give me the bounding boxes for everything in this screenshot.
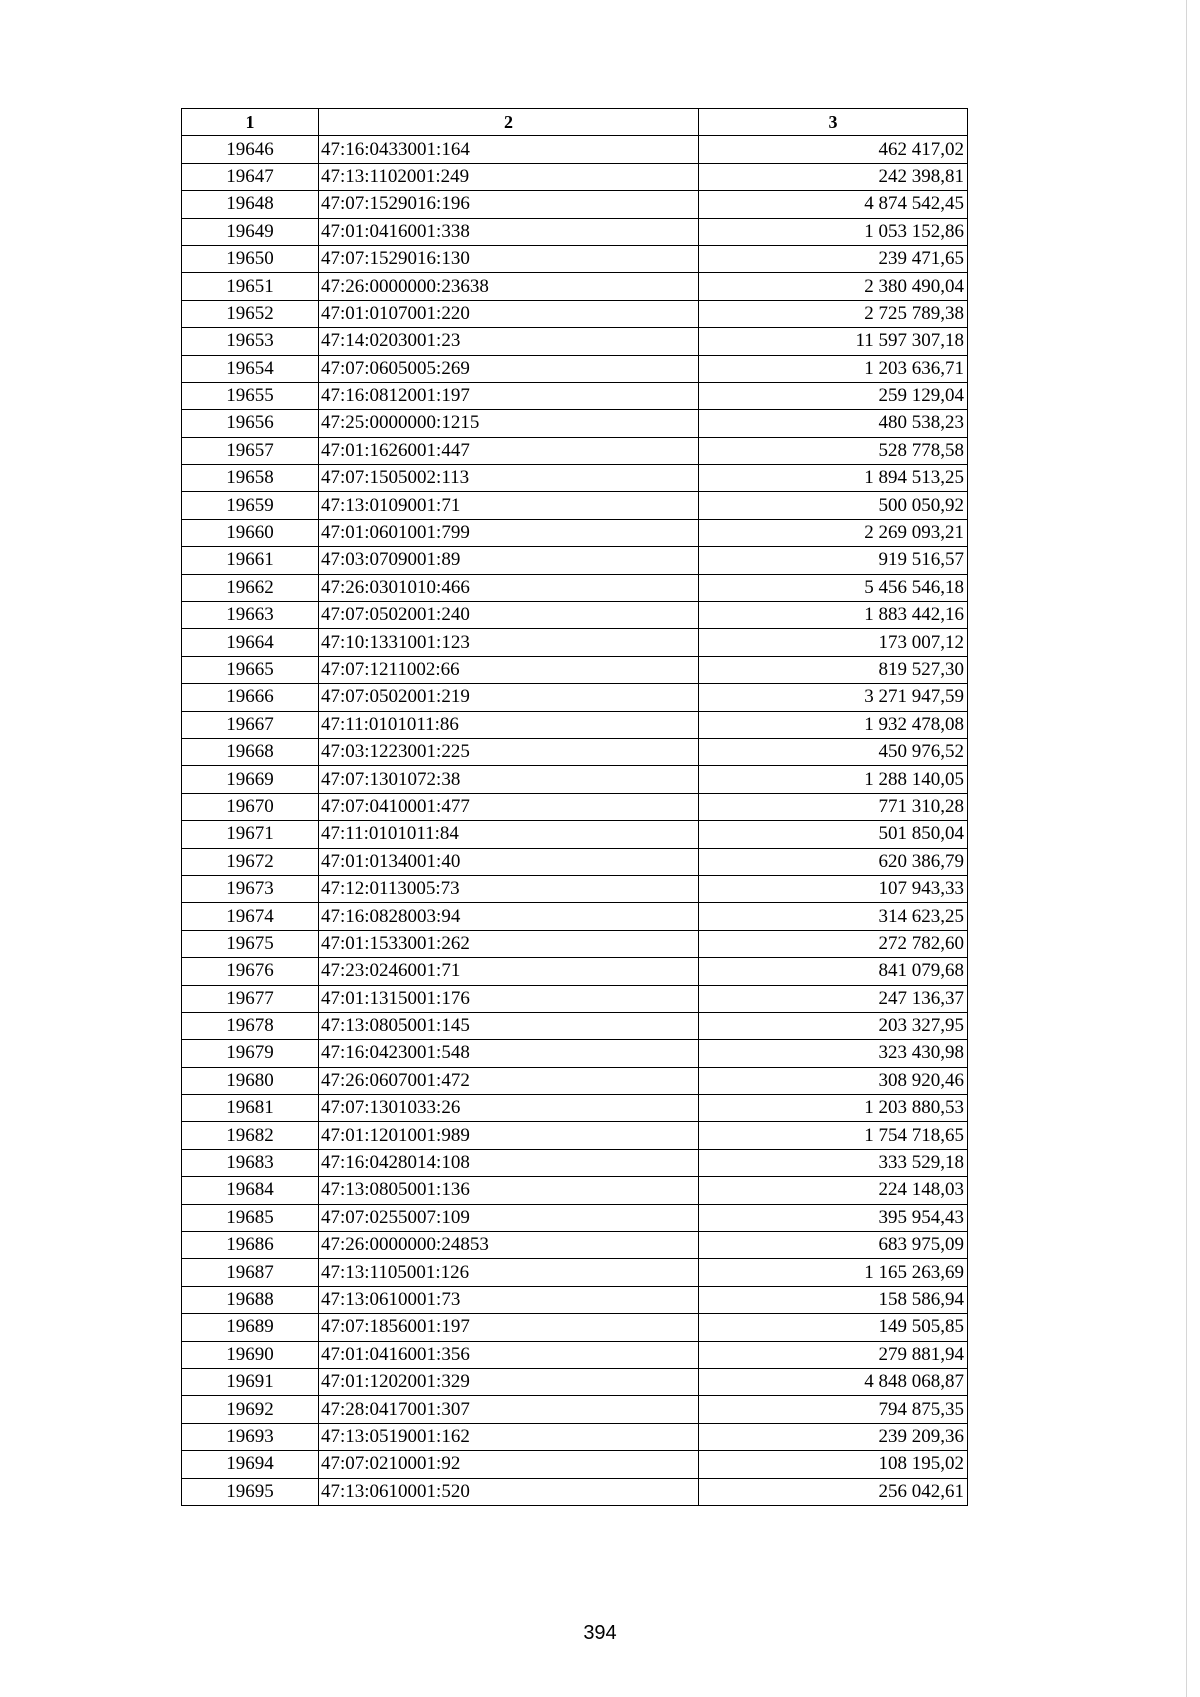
row-number-cell: 19653: [182, 328, 319, 355]
value-cell: 242 398,81: [699, 163, 968, 190]
cadastral-number-cell: 47:07:1301033:26: [319, 1095, 699, 1122]
value-cell: 1 203 636,71: [699, 355, 968, 382]
value-cell: 4 848 068,87: [699, 1368, 968, 1395]
cadastral-number-cell: 47:16:0428014:108: [319, 1149, 699, 1176]
table-row: [182, 1040, 968, 1067]
table-row: [182, 465, 968, 492]
row-number-cell: 19683: [182, 1149, 319, 1176]
table-row: [182, 1204, 968, 1231]
value-cell: 239 471,65: [699, 245, 968, 272]
table-row: [182, 1286, 968, 1313]
value-cell: 620 386,79: [699, 848, 968, 875]
cadastral-number-cell: 47:01:1626001:447: [319, 437, 699, 464]
table-row: [182, 382, 968, 409]
table-row: [182, 136, 968, 163]
row-number-cell: 19682: [182, 1122, 319, 1149]
cadastral-number-cell: 47:13:0610001:520: [319, 1478, 699, 1505]
cadastral-number-cell: 47:01:1201001:989: [319, 1122, 699, 1149]
value-cell: 450 976,52: [699, 738, 968, 765]
page-edge-line: [1186, 0, 1187, 1697]
table-row: [182, 793, 968, 820]
cadastral-number-cell: 47:03:1223001:225: [319, 738, 699, 765]
cadastral-number-cell: 47:07:0410001:477: [319, 793, 699, 820]
value-cell: 919 516,57: [699, 547, 968, 574]
table-row: [182, 519, 968, 546]
value-cell: 794 875,35: [699, 1396, 968, 1423]
value-cell: 279 881,94: [699, 1341, 968, 1368]
table-row: [182, 903, 968, 930]
column-header-2: 2: [319, 109, 699, 136]
row-number-cell: 19665: [182, 656, 319, 683]
row-number-cell: 19661: [182, 547, 319, 574]
row-number-cell: 19668: [182, 738, 319, 765]
row-number-cell: 19680: [182, 1067, 319, 1094]
row-number-cell: 19655: [182, 382, 319, 409]
row-number-cell: 19667: [182, 711, 319, 738]
table-body: [182, 136, 968, 1506]
value-cell: 203 327,95: [699, 1012, 968, 1039]
table-row: [182, 958, 968, 985]
cadastral-number-cell: 47:13:0610001:73: [319, 1286, 699, 1313]
row-number-cell: 19673: [182, 875, 319, 902]
cadastral-number-cell: 47:13:0519001:162: [319, 1423, 699, 1450]
cadastral-number-cell: 47:07:0605005:269: [319, 355, 699, 382]
cadastral-number-cell: 47:11:0101011:84: [319, 821, 699, 848]
table-row: [182, 1012, 968, 1039]
value-cell: 480 538,23: [699, 410, 968, 437]
table-row: [182, 437, 968, 464]
row-number-cell: 19646: [182, 136, 319, 163]
cadastral-number-cell: 47:26:0000000:24853: [319, 1232, 699, 1259]
cadastral-number-cell: 47:01:0416001:356: [319, 1341, 699, 1368]
value-cell: 771 310,28: [699, 793, 968, 820]
cadastral-number-cell: 47:26:0000000:23638: [319, 273, 699, 300]
row-number-cell: 19685: [182, 1204, 319, 1231]
row-number-cell: 19659: [182, 492, 319, 519]
row-number-cell: 19648: [182, 191, 319, 218]
value-cell: 2 725 789,38: [699, 300, 968, 327]
cadastral-number-cell: 47:07:0502001:219: [319, 684, 699, 711]
cadastral-number-cell: 47:01:1533001:262: [319, 930, 699, 957]
value-cell: 501 850,04: [699, 821, 968, 848]
value-cell: 256 042,61: [699, 1478, 968, 1505]
table-row: [182, 355, 968, 382]
cadastral-number-cell: 47:23:0246001:71: [319, 958, 699, 985]
row-number-cell: 19671: [182, 821, 319, 848]
cadastral-number-cell: 47:26:0607001:472: [319, 1067, 699, 1094]
row-number-cell: 19650: [182, 245, 319, 272]
cadastral-number-cell: 47:03:0709001:89: [319, 547, 699, 574]
value-cell: 4 874 542,45: [699, 191, 968, 218]
row-number-cell: 19687: [182, 1259, 319, 1286]
cadastral-number-cell: 47:07:1301072:38: [319, 766, 699, 793]
row-number-cell: 19694: [182, 1451, 319, 1478]
table-header-row: [182, 109, 968, 136]
column-header-1: 1: [182, 109, 319, 136]
cadastral-number-cell: 47:25:0000000:1215: [319, 410, 699, 437]
cadastral-number-cell: 47:01:0134001:40: [319, 848, 699, 875]
value-cell: 224 148,03: [699, 1177, 968, 1204]
cadastral-number-cell: 47:13:0805001:145: [319, 1012, 699, 1039]
row-number-cell: 19690: [182, 1341, 319, 1368]
table-row: [182, 656, 968, 683]
value-cell: 2 269 093,21: [699, 519, 968, 546]
table-row: [182, 273, 968, 300]
cadastral-number-cell: 47:07:1529016:196: [319, 191, 699, 218]
value-cell: 158 586,94: [699, 1286, 968, 1313]
row-number-cell: 19693: [182, 1423, 319, 1450]
row-number-cell: 19666: [182, 684, 319, 711]
value-cell: 395 954,43: [699, 1204, 968, 1231]
row-number-cell: 19688: [182, 1286, 319, 1313]
cadastral-number-cell: 47:16:0812001:197: [319, 382, 699, 409]
table-row: [182, 848, 968, 875]
value-cell: 1 754 718,65: [699, 1122, 968, 1149]
cadastral-number-cell: 47:07:0210001:92: [319, 1451, 699, 1478]
row-number-cell: 19652: [182, 300, 319, 327]
cadastral-number-cell: 47:13:0805001:136: [319, 1177, 699, 1204]
table-row: [182, 1149, 968, 1176]
table-row: [182, 574, 968, 601]
table-row: [182, 1122, 968, 1149]
table-row: [182, 1423, 968, 1450]
value-cell: 841 079,68: [699, 958, 968, 985]
row-number-cell: 19679: [182, 1040, 319, 1067]
table-row: [182, 602, 968, 629]
table-row: [182, 492, 968, 519]
value-cell: 11 597 307,18: [699, 328, 968, 355]
table-row: [182, 629, 968, 656]
row-number-cell: 19677: [182, 985, 319, 1012]
table-row: [182, 1095, 968, 1122]
table-row: [182, 1478, 968, 1505]
cadastral-number-cell: 47:01:1202001:329: [319, 1368, 699, 1395]
table-row: [182, 738, 968, 765]
cadastral-number-cell: 47:01:0601001:799: [319, 519, 699, 546]
table-row: [182, 300, 968, 327]
value-cell: 500 050,92: [699, 492, 968, 519]
cadastral-number-cell: 47:07:0502001:240: [319, 602, 699, 629]
row-number-cell: 19660: [182, 519, 319, 546]
cadastral-number-cell: 47:16:0433001:164: [319, 136, 699, 163]
row-number-cell: 19670: [182, 793, 319, 820]
table-row: [182, 1368, 968, 1395]
table-row: [182, 985, 968, 1012]
value-cell: 173 007,12: [699, 629, 968, 656]
cadastral-number-cell: 47:16:0423001:548: [319, 1040, 699, 1067]
table-row: [182, 547, 968, 574]
row-number-cell: 19672: [182, 848, 319, 875]
value-cell: 528 778,58: [699, 437, 968, 464]
cadastral-number-cell: 47:14:0203001:23: [319, 328, 699, 355]
row-number-cell: 19691: [182, 1368, 319, 1395]
row-number-cell: 19678: [182, 1012, 319, 1039]
value-cell: 1 203 880,53: [699, 1095, 968, 1122]
value-cell: 333 529,18: [699, 1149, 968, 1176]
cadastral-number-cell: 47:11:0101011:86: [319, 711, 699, 738]
page-number: 394: [583, 1622, 617, 1644]
cadastral-number-cell: 47:07:1505002:113: [319, 465, 699, 492]
value-cell: 3 271 947,59: [699, 684, 968, 711]
cadastral-number-cell: 47:28:0417001:307: [319, 1396, 699, 1423]
value-cell: 1 288 140,05: [699, 766, 968, 793]
cadastral-number-cell: 47:07:0255007:109: [319, 1204, 699, 1231]
value-cell: 1 053 152,86: [699, 218, 968, 245]
table-row: [182, 1341, 968, 1368]
table-row: [182, 1067, 968, 1094]
table-row: [182, 410, 968, 437]
cadastral-number-cell: 47:13:1105001:126: [319, 1259, 699, 1286]
cadastral-number-cell: 47:01:0416001:338: [319, 218, 699, 245]
row-number-cell: 19684: [182, 1177, 319, 1204]
row-number-cell: 19663: [182, 602, 319, 629]
value-cell: 108 195,02: [699, 1451, 968, 1478]
value-cell: 1 165 263,69: [699, 1259, 968, 1286]
row-number-cell: 19656: [182, 410, 319, 437]
row-number-cell: 19657: [182, 437, 319, 464]
row-number-cell: 19692: [182, 1396, 319, 1423]
column-header-3: 3: [699, 109, 968, 136]
table-row: [182, 875, 968, 902]
row-number-cell: 19695: [182, 1478, 319, 1505]
value-cell: 308 920,46: [699, 1067, 968, 1094]
cadastral-number-cell: 47:01:0107001:220: [319, 300, 699, 327]
table-row: [182, 1451, 968, 1478]
row-number-cell: 19654: [182, 355, 319, 382]
table-row: [182, 191, 968, 218]
cadastral-number-cell: 47:07:1211002:66: [319, 656, 699, 683]
row-number-cell: 19675: [182, 930, 319, 957]
table-row: [182, 930, 968, 957]
cadastral-number-cell: 47:26:0301010:466: [319, 574, 699, 601]
value-cell: 247 136,37: [699, 985, 968, 1012]
cadastral-number-cell: 47:16:0828003:94: [319, 903, 699, 930]
table-row: [182, 218, 968, 245]
row-number-cell: 19686: [182, 1232, 319, 1259]
table-row: [182, 1177, 968, 1204]
value-cell: 323 430,98: [699, 1040, 968, 1067]
cadastral-number-cell: 47:13:1102001:249: [319, 163, 699, 190]
cadastral-number-cell: 47:13:0109001:71: [319, 492, 699, 519]
row-number-cell: 19658: [182, 465, 319, 492]
table-row: [182, 245, 968, 272]
value-cell: 819 527,30: [699, 656, 968, 683]
table-row: [182, 328, 968, 355]
value-cell: 1 932 478,08: [699, 711, 968, 738]
value-cell: 314 623,25: [699, 903, 968, 930]
value-cell: 5 456 546,18: [699, 574, 968, 601]
row-number-cell: 19674: [182, 903, 319, 930]
table-row: [182, 711, 968, 738]
cadastral-number-cell: 47:10:1331001:123: [319, 629, 699, 656]
table-row: [182, 766, 968, 793]
table-row: [182, 821, 968, 848]
table-row: [182, 1314, 968, 1341]
table-row: [182, 1259, 968, 1286]
value-cell: 259 129,04: [699, 382, 968, 409]
value-cell: 1 883 442,16: [699, 602, 968, 629]
row-number-cell: 19681: [182, 1095, 319, 1122]
table-row: [182, 1232, 968, 1259]
data-table: [181, 108, 968, 1506]
value-cell: 107 943,33: [699, 875, 968, 902]
table-row: [182, 1396, 968, 1423]
value-cell: 239 209,36: [699, 1423, 968, 1450]
value-cell: 272 782,60: [699, 930, 968, 957]
table-row: [182, 163, 968, 190]
table-row: [182, 684, 968, 711]
value-cell: 683 975,09: [699, 1232, 968, 1259]
row-number-cell: 19664: [182, 629, 319, 656]
cadastral-number-cell: 47:01:1315001:176: [319, 985, 699, 1012]
row-number-cell: 19669: [182, 766, 319, 793]
cadastral-number-cell: 47:07:1529016:130: [319, 245, 699, 272]
value-cell: 1 894 513,25: [699, 465, 968, 492]
row-number-cell: 19651: [182, 273, 319, 300]
value-cell: 2 380 490,04: [699, 273, 968, 300]
row-number-cell: 19676: [182, 958, 319, 985]
value-cell: 462 417,02: [699, 136, 968, 163]
row-number-cell: 19662: [182, 574, 319, 601]
row-number-cell: 19647: [182, 163, 319, 190]
cadastral-number-cell: 47:07:1856001:197: [319, 1314, 699, 1341]
row-number-cell: 19649: [182, 218, 319, 245]
cadastral-number-cell: 47:12:0113005:73: [319, 875, 699, 902]
value-cell: 149 505,85: [699, 1314, 968, 1341]
row-number-cell: 19689: [182, 1314, 319, 1341]
